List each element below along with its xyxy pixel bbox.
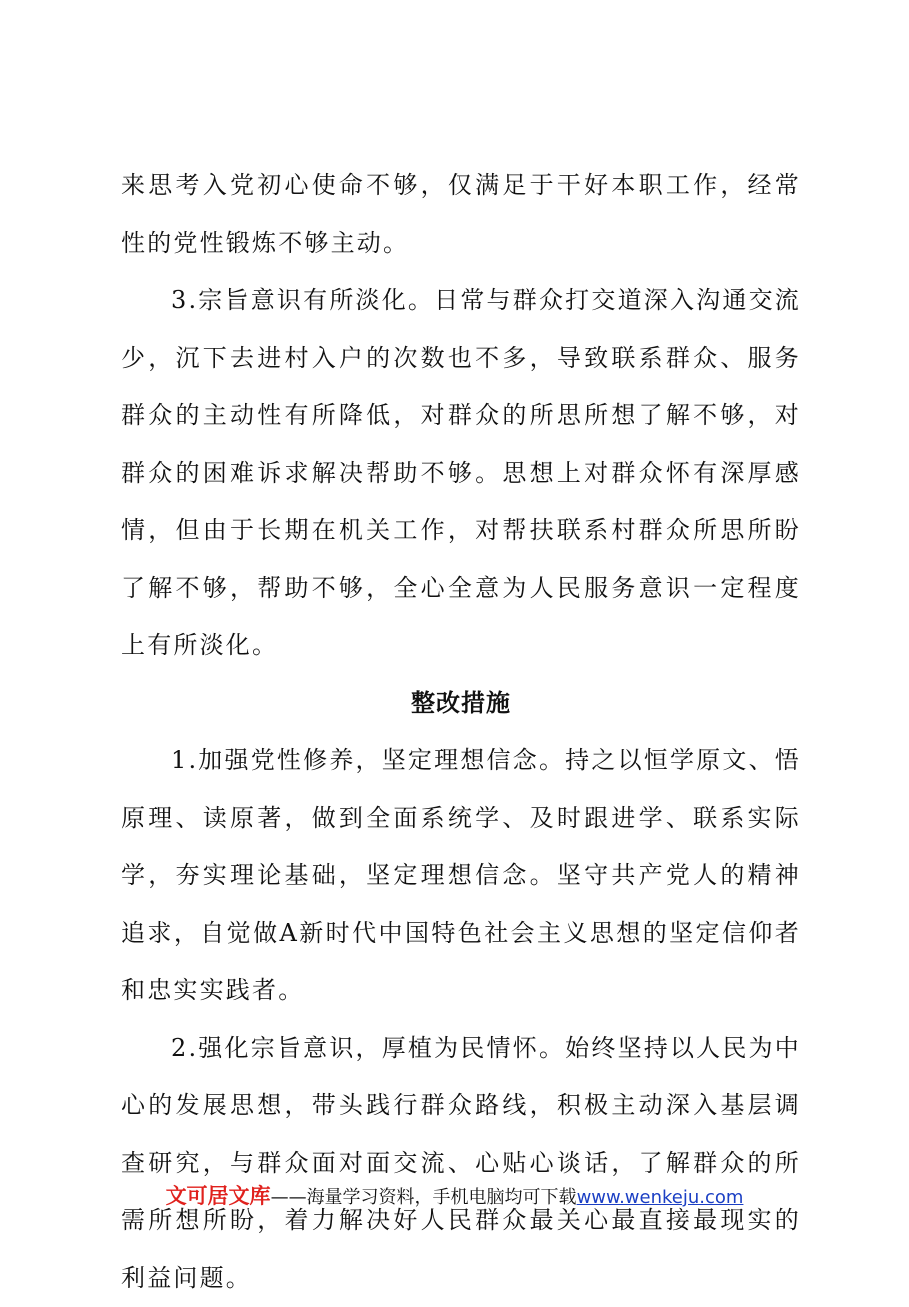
footer-slogan: ——海量学习资料，手机电脑均可下载: [271, 1187, 577, 1208]
section-title-rectification: 整改措施: [121, 675, 801, 733]
paragraph-continuation: 来思考入党初心使命不够，仅满足于干好本职工作，经常性的党性锻炼不够主动。: [121, 157, 801, 272]
footer-brand: 文可居文库: [166, 1184, 271, 1208]
document-body: [121, 157, 801, 1307]
measure-item-1: 1.加强党性修养，坚定理想信念。持之以恒学原文、悟原理、读原著，做到全面系统学、及时跟进学、联系实际学，夯实理论基础，坚定理想信念。坚守共产党人的精神追求，自觉做A新时代中国特色社会主义思想的坚定信仰者和忠实实践者。: [121, 732, 801, 1020]
footer-website-link[interactable]: www.wenkeju.com: [577, 1187, 744, 1208]
footer-banner: [0, 1180, 909, 1214]
measure-item-2: 2.强化宗旨意识，厚植为民情怀。始终坚持以人民为中心的发展思想，带头践行群众路线，积极主动深入基层调查研究，与群众面对面交流、心贴心谈话，了解群众的所需所想所盼，着力解决好人民群众最关心最直接最现实的利益问题。: [121, 1020, 801, 1307]
paragraph-purpose-awareness: 3.宗旨意识有所淡化。日常与群众打交道深入沟通交流少，沉下去进村入户的次数也不多，导致联系群众、服务群众的主动性有所降低，对群众的所思所想了解不够，对群众的困难诉求解决帮助不够。思想上对群众怀有深厚感情，但由于长期在机关工作，对帮扶联系村群众所思所盼了解不够，帮助不够，全心全意为人民服务意识一定程度上有所淡化。: [121, 272, 801, 675]
